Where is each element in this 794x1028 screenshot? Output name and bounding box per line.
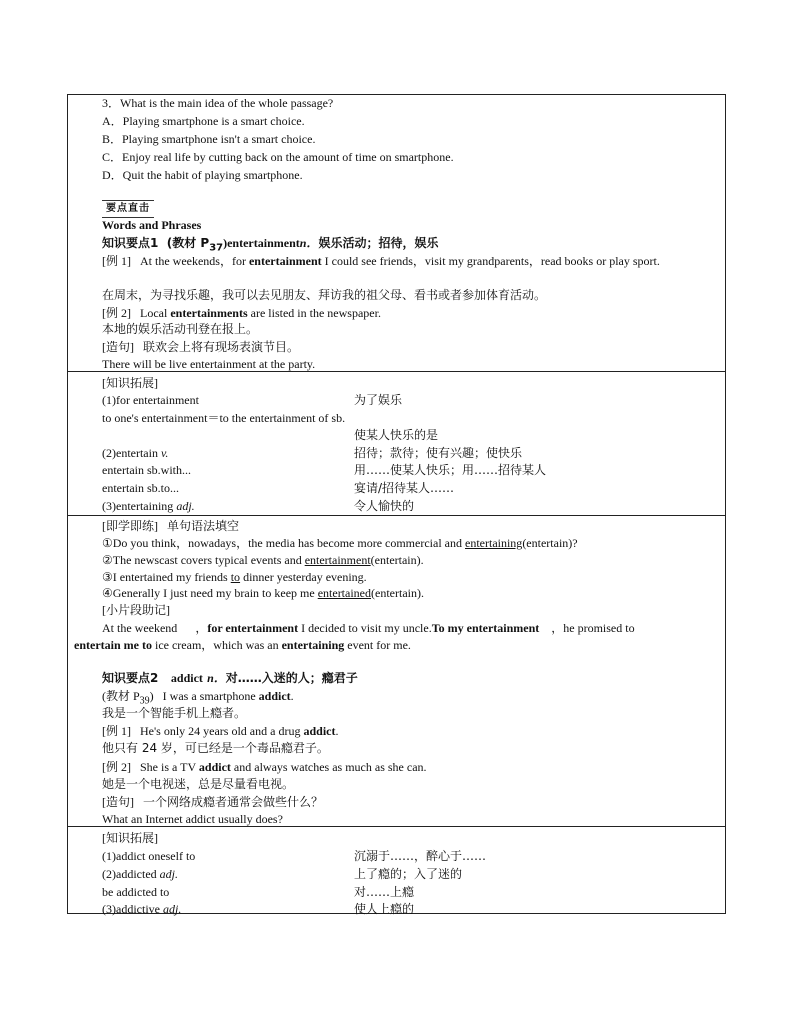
expand2-en: (3)addictive (102, 902, 163, 916)
expand2-en: (2)addicted (102, 867, 160, 881)
point2-source-zh: 我是一个智能手机上瘾者。 (102, 706, 247, 720)
point1-page: 37 (209, 242, 224, 254)
expand1-row (102, 410, 715, 426)
memo-keyword: for entertainment (207, 621, 299, 635)
expand2-row (102, 901, 715, 917)
practice-title (102, 518, 715, 534)
p2ex2-text-b: and always watches as much as she can. (230, 760, 427, 774)
point1-example1-zh: 在周末，为寻找乐趣，我可以去见朋友、拜访我的祖父母、看书或者参加体育活动。 (102, 288, 547, 302)
expand1-zh: 宴请/招待某人…… (354, 481, 455, 495)
expand1-en: entertain sb.with... (102, 463, 191, 477)
make-label: [造句] (102, 340, 134, 354)
point1-example2-zh: 本地的娱乐活动刊登在报上。 (102, 322, 259, 336)
expand1-zh: 令人愉快的 (354, 499, 415, 513)
p2make-label: [造句] (102, 795, 134, 809)
ex1-label: [例 1] (102, 254, 131, 268)
practice-answer: to (230, 570, 241, 584)
divider (68, 826, 725, 827)
memo-text: ，he promised to (551, 621, 635, 635)
ex1-keyword: entertainment (248, 254, 322, 268)
practice-item (102, 535, 715, 551)
src-keyword: addict (258, 689, 291, 703)
expand2-zh: 上了瘾的；入了迷的 (354, 867, 463, 881)
make-zh: 联欢会上将有现场表演节目。 (143, 340, 300, 354)
expand1-zh: 为了娱乐 (354, 393, 403, 407)
ex1-text-b: I could see friends，visit my grandparents，read books or play sport. (321, 254, 660, 268)
memo-text: ， (195, 621, 208, 635)
practice-item (102, 585, 715, 601)
expand2-zh: 对……上瘾 (354, 885, 415, 899)
expand1-row (102, 480, 715, 496)
practice-item (102, 552, 715, 568)
option-c: C．Enjoy real life by cutting back on the amount of time on smartphone. (102, 150, 454, 164)
practice-answer: entertainment (304, 553, 371, 567)
memo-title: [小片段助记] (102, 603, 170, 617)
expand2-en: be addicted to (102, 885, 170, 899)
expand2-row (102, 884, 715, 900)
expand2-pos: adj. (159, 867, 178, 881)
practice-text: dinner yesterday evening. (240, 570, 367, 584)
expand1-row (102, 498, 715, 514)
section-badge: 要点直击 (102, 200, 154, 218)
memo-keyword: entertain me to (74, 638, 152, 652)
ex2-keyword: entertainments (170, 306, 248, 320)
expand1-zh: 招待；款待；使有兴趣；使快乐 (354, 446, 523, 460)
expand2-pos: adj. (162, 902, 182, 916)
p2make-zh: 一个网络成瘾者通常会做些什么？ (143, 795, 324, 809)
memo-text: I decided to visit my uncle. (298, 621, 432, 635)
point1-make-en: There will be live entertainment at the party. (102, 357, 316, 371)
p2ex2-text-a: She is a TV (140, 760, 199, 774)
practice-label: [即学即练] (102, 519, 158, 533)
memo-line2 (74, 637, 715, 653)
divider (68, 371, 725, 372)
point1-pos: n． (299, 236, 319, 250)
practice-item (102, 569, 715, 585)
point1-example2 (102, 305, 715, 321)
expand1-row (102, 445, 715, 461)
practice-text: ①Do you think，nowadays，the media has become more commercial and (102, 536, 465, 550)
p2ex1-text-a: He's only 24 years old and a drug (140, 724, 304, 738)
expand2-row (102, 866, 715, 882)
practice-answer: entertained (317, 586, 372, 600)
expand2-zh: 使人上瘾的 (354, 902, 415, 916)
point2-make-en: What an Internet addict usually does? (102, 812, 283, 826)
expand1-en: (3)entertaining (102, 499, 177, 513)
src-close: ) (149, 689, 154, 703)
point2-label: 知识要点2 (102, 671, 159, 685)
point2-make-sentence (102, 794, 715, 810)
expand1-en: (1)for entertainment (102, 393, 199, 407)
expand1-en: to one's entertainment＝to the entertainment of sb. (102, 411, 346, 425)
point2-example1 (102, 723, 715, 739)
practice-text: ③I entertained my friends (102, 570, 231, 584)
p2ex2-label: [例 2] (102, 760, 131, 774)
expand1-title: [知识拓展] (102, 376, 158, 390)
divider (68, 515, 725, 516)
practice-instruction: 单句语法填空 (167, 519, 240, 533)
expand1-zh: 使某人快乐的是 (354, 428, 439, 442)
point1-word: )entertainment (223, 236, 300, 250)
expand1-zh: 用……使某人快乐；用……招待某人 (354, 463, 547, 477)
expand2-row (102, 848, 715, 864)
expand2-zh: 沉溺于……，醉心于…… (354, 849, 487, 863)
memo-text: At the weekend (102, 621, 178, 635)
expand1-en: entertain sb.to... (102, 481, 179, 495)
expand1-row (102, 462, 715, 478)
p2ex1-keyword: addict (303, 724, 336, 738)
section-title-text: Words and Phrases (102, 218, 202, 232)
practice-answer: entertaining (465, 536, 523, 550)
p2ex1-text-b: . (335, 724, 339, 738)
point1-example1 (102, 253, 717, 269)
option-a: A．Playing smartphone is a smart choice. (102, 114, 305, 128)
memo-keyword: To my entertainment (431, 621, 540, 635)
ex2-label: [例 2] (102, 306, 131, 320)
option-d: D．Quit the habit of playing smartphone. (102, 168, 303, 182)
memo-keyword: entertaining (281, 638, 345, 652)
memo-text: ice cream，which was an (151, 638, 282, 652)
option-b: B．Playing smartphone isn't a smart choice. (102, 132, 316, 146)
expand1-pos: v. (160, 446, 169, 460)
p2ex2-keyword: addict (198, 760, 231, 774)
practice-text: ④Generally I just need my brain to keep me (102, 586, 318, 600)
p2ex1-label: [例 1] (102, 724, 131, 738)
point2-meaning: 对……入迷的人；瘾君子 (225, 671, 358, 685)
section-badge-line (102, 199, 715, 218)
question-stem: 3．What is the main idea of the whole passage? (102, 96, 334, 110)
src-text-b: . (290, 689, 294, 703)
expand2-title: [知识拓展] (102, 831, 158, 845)
src-label: (教材 P (102, 689, 140, 703)
point2-heading (102, 670, 715, 686)
expand1-row (102, 392, 715, 408)
point1-label: 知识要点1 (102, 236, 159, 250)
point2-example1-zh: 他只有 24 岁，可已经是一个毒品瘾君子。 (102, 741, 329, 755)
src-text-a: I was a smartphone (162, 689, 259, 703)
point2-word: addict (170, 671, 203, 685)
point2-pos: n． (207, 671, 226, 685)
expand1-pos: adj. (176, 499, 195, 513)
worksheet-frame (67, 94, 726, 914)
memo-text: event for me. (344, 638, 411, 652)
ex2-text-a: Local (140, 306, 171, 320)
src-page: 39 (139, 695, 150, 707)
practice-text: (entertain). (371, 586, 424, 600)
section-title (102, 217, 715, 233)
point2-example2 (102, 759, 715, 775)
expand2-en: (1)addict oneself to (102, 849, 196, 863)
ex1-text-a: At the weekends，for (140, 254, 249, 268)
expand1-en: (2)entertain (102, 446, 161, 460)
ex2-text-b: are listed in the newspaper. (247, 306, 381, 320)
practice-text: (entertain). (370, 553, 424, 567)
point1-meaning: 娱乐活动；招待，娱乐 (318, 236, 439, 250)
point1-make-sentence (102, 339, 715, 355)
practice-text: (entertain)? (522, 536, 578, 550)
memo-line1 (102, 620, 715, 636)
point2-example2-zh: 她是一个电视迷，总是尽量看电视。 (102, 777, 295, 791)
point1-source: (教材 P (166, 236, 210, 250)
practice-text: ②The newscast covers typical events and (102, 553, 305, 567)
